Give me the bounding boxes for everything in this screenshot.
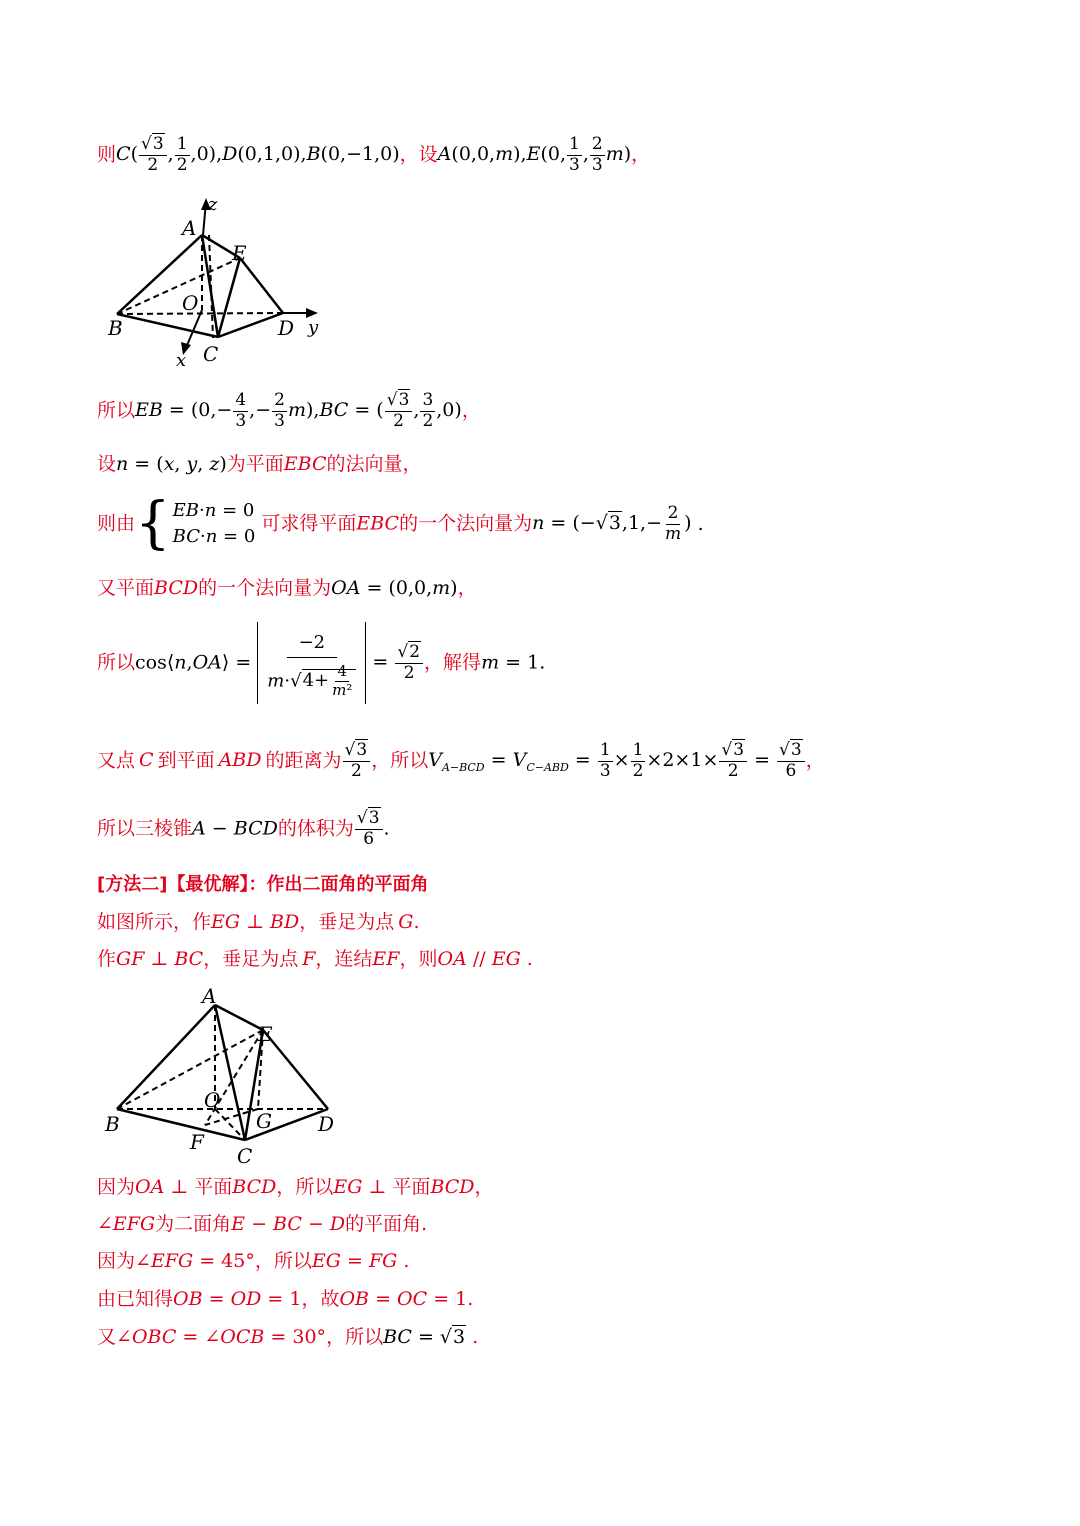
text-then: ，则 xyxy=(399,948,438,970)
text-period: . xyxy=(472,1326,479,1348)
fig1-label-a: A xyxy=(182,216,197,240)
dihedral-angle-line xyxy=(97,1215,427,1234)
fig2-label-d: D xyxy=(318,1112,335,1136)
fig1-label-b: B xyxy=(108,316,123,340)
formula-a-bcd: A − BCD xyxy=(192,817,278,840)
text-plane-angle: 的平面角. xyxy=(345,1213,428,1235)
text-plane-bcd: BCD xyxy=(154,577,199,599)
text-so: ，所以 xyxy=(326,1326,384,1348)
text-period: . xyxy=(539,651,546,674)
formula-coords-ae: A(0,0,m),E(0, $\frac{1}{3}$ , $\frac{2}{3}$ m) xyxy=(437,134,632,175)
fig2-label-b: B xyxy=(105,1112,120,1136)
fig1-label-c: C xyxy=(203,342,219,366)
formula-eg-fg: EG = FG xyxy=(311,1250,398,1272)
text-plane: 平面 xyxy=(194,1176,233,1198)
text-can-get: 可求得平面 xyxy=(261,512,357,535)
text-make: 作 xyxy=(97,948,117,970)
formula-bcd: BCD xyxy=(232,1176,277,1198)
construct-gf-line xyxy=(97,950,533,969)
formula-bcd-2: BCD xyxy=(430,1176,475,1198)
text-period: . xyxy=(697,512,704,535)
formula-ob-od: OB = OD = 1 xyxy=(173,1288,302,1310)
text-also: 又 xyxy=(97,1326,117,1348)
formula-n-value: n = (−√3,1,− $\frac{2}{m}$ ) xyxy=(532,502,692,544)
text-comma: ， xyxy=(457,577,477,599)
formula-n-def: n = (x, y, z) xyxy=(116,453,227,475)
text-as-shown: 如图所示，作 xyxy=(97,911,212,933)
text-let: 设 xyxy=(97,453,117,475)
formula-oa-perp: OA ⊥ xyxy=(135,1176,195,1198)
method-two-heading: [方法二]【最优解】：作出二面角的平面角 xyxy=(97,874,429,895)
text-so: ，所以 xyxy=(276,1176,334,1198)
text-volume-is: 的体积为 xyxy=(277,817,354,840)
text-plane-2: 平面 xyxy=(392,1176,431,1198)
normal-def-line xyxy=(97,455,422,474)
text-period: . xyxy=(413,911,420,933)
construct-eg-line xyxy=(97,913,419,932)
fig2-label-o: O xyxy=(204,1088,221,1112)
text-let: 设 xyxy=(418,143,438,166)
formula-sqrt2-over-2: = $\frac{√2}{2}$ xyxy=(366,651,424,673)
text-because: 因为 xyxy=(97,1176,136,1198)
text-period: . xyxy=(383,817,390,840)
text-so: ，所以 xyxy=(254,1250,312,1272)
fig2-label-g: G xyxy=(256,1109,272,1133)
text-point-c: C xyxy=(139,749,154,772)
formula-angles-30: ∠OBC = ∠OCB = 30° xyxy=(116,1326,327,1348)
formula-eg-perp: EG ⊥ xyxy=(333,1176,393,1198)
text-also-point: 又点 xyxy=(97,749,136,772)
formula-cos: cos⟨n,OA⟩ = xyxy=(135,651,258,674)
text-comma: ， xyxy=(805,749,825,772)
vectors-line xyxy=(97,392,481,431)
text-seg-ef: EF xyxy=(372,948,400,970)
fig1-label-d: D xyxy=(278,316,295,340)
text-connect: ，连结 xyxy=(315,948,373,970)
formula-e-bc-d: E − BC − D xyxy=(231,1213,346,1235)
text-comma: ， xyxy=(461,399,481,422)
figure-coordinate-pyramid xyxy=(100,190,340,370)
plane-bcd-normal-line xyxy=(97,579,477,598)
text-because: 因为 xyxy=(97,1250,136,1272)
coords-line xyxy=(97,136,650,175)
known-lengths-line xyxy=(97,1290,473,1309)
formula-m-equals-1: m = 1 xyxy=(481,651,540,674)
perp-plane-line xyxy=(97,1178,494,1197)
text-point-g: G xyxy=(398,911,414,933)
formula-system: { EB·n = 0 BC·n = 0 xyxy=(135,491,256,556)
distance-volume-line xyxy=(97,742,825,781)
fig2-label-e: E xyxy=(258,1022,273,1046)
fig1-label-z: z xyxy=(208,194,218,215)
text-distance-is: 的距离为 xyxy=(265,749,342,772)
formula-volume: $V_{A-BCD} = V_{C-ABD}$ = $\frac{1}{3}$ × $\frac{1}{2}$ ×2×1× $\frac{√3}{2}$ = $\frac{√3}{6}$ xyxy=(428,749,806,771)
text-comma: ， xyxy=(474,1176,494,1198)
text-solve: ，解得 xyxy=(424,651,482,674)
text-comma: ， xyxy=(399,143,419,166)
text-normal-vector: 的法向量， xyxy=(326,453,422,475)
formula-sqrt3-over-6: $\frac{√3}{6}$ xyxy=(354,817,384,839)
fig1-label-o: O xyxy=(182,291,199,315)
formula-eg-perp-bd: EG ⊥ BD xyxy=(211,911,300,933)
formula-bc-sqrt3: BC = √3 xyxy=(383,1326,466,1348)
text-period: . xyxy=(526,948,533,970)
formula-coords-cdb: C( $\frac{√3}{2}$ , $\frac{1}{2}$ ,0),D(0,1,0),B(0,−1,0) xyxy=(116,134,400,175)
angle-45-line xyxy=(97,1252,409,1271)
text-period: . xyxy=(467,1288,474,1310)
text-so: 所以 xyxy=(97,651,136,674)
formula-ob-oc: OB = OC = 1 xyxy=(339,1288,468,1310)
cosine-line xyxy=(97,622,545,704)
text-period: . xyxy=(403,1250,410,1272)
text-is-plane: 为平面 xyxy=(226,453,284,475)
system-line xyxy=(97,491,704,556)
text-plane-ebc-2: EBC xyxy=(356,512,400,535)
text-therefore: ，故 xyxy=(301,1288,340,1310)
text-then: 则 xyxy=(97,143,117,166)
text-one-normal: 的一个法向量为 xyxy=(198,577,332,599)
text-so: 所以 xyxy=(97,399,136,422)
fig2-label-c: C xyxy=(237,1144,253,1168)
fig2-label-a: A xyxy=(202,985,217,1008)
text-so-pyramid: 所以三棱锥 xyxy=(97,817,193,840)
fig1-label-e: E xyxy=(232,241,247,265)
bc-length-line xyxy=(97,1328,478,1347)
formula-dist: $\frac{√3}{2}$ xyxy=(342,749,372,771)
formula-efg-45: ∠EFG = 45° xyxy=(135,1250,255,1272)
text-plane-ebc: EBC xyxy=(283,453,327,475)
formula-abs-fraction: −2 m·√4+ $\frac{4}{\text{m²}}$ xyxy=(257,622,366,704)
text-comma-end: ， xyxy=(631,143,651,166)
text-from: 则由 xyxy=(97,512,136,535)
formula-oa-parallel-eg: OA // EG xyxy=(437,948,521,970)
text-plane-abd: ABD xyxy=(218,749,262,772)
text-also-plane: 又平面 xyxy=(97,577,155,599)
formula-angle-efg: ∠EFG xyxy=(97,1213,156,1235)
text-so: ，所以 xyxy=(371,749,429,772)
text-foot-point: ，垂足为点 xyxy=(203,948,299,970)
text-foot-point: ，垂足为点 xyxy=(299,911,395,933)
figure-dihedral-pyramid xyxy=(100,985,350,1170)
formula-eb-bc: EB = (0,− $\frac{4}{3}$ ,− $\frac{2}{3}$ m),BC = ( $\frac{√3}{2}$ , $\frac{3}{2}$ ,0) xyxy=(135,390,462,431)
formula-gf-perp-bc: GF ⊥ BC xyxy=(116,948,204,970)
fig1-label-x: x xyxy=(176,350,187,370)
text-point-f: F xyxy=(302,948,316,970)
text-to-plane: 到平面 xyxy=(157,749,215,772)
fig2-label-f: F xyxy=(190,1130,204,1154)
text-is-dihedral: 为二面角 xyxy=(155,1213,232,1235)
text-one-normal: 的一个法向量为 xyxy=(399,512,533,535)
fig1-label-y: y xyxy=(308,317,319,338)
volume-result-line xyxy=(97,810,390,849)
formula-oa: OA = (0,0,m) xyxy=(331,577,458,599)
text-known: 由已知得 xyxy=(97,1288,174,1310)
